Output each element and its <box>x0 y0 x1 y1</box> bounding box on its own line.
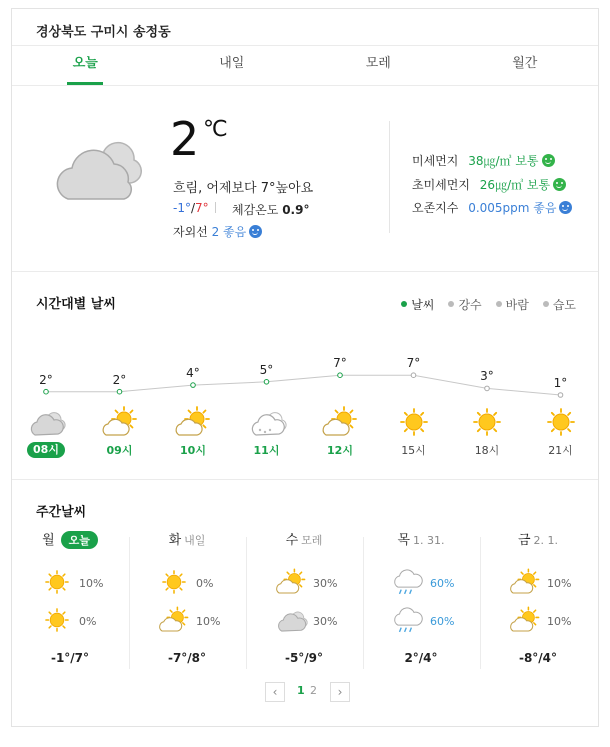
hourly-time: 08시 <box>27 442 65 458</box>
location-title: 경상북도 구미시 송정동 <box>36 25 171 40</box>
divider <box>246 537 247 669</box>
temp-point <box>411 373 416 378</box>
page-1[interactable]: 1 <box>297 684 305 697</box>
precip-chance: 10% <box>196 615 221 628</box>
weekly-day <box>256 529 352 548</box>
precip-chance: 10% <box>79 577 104 590</box>
partly-cloudy-icon <box>173 406 213 438</box>
air-label: 미세먼지 <box>412 154 459 168</box>
partly-cloudy-icon <box>274 567 308 597</box>
air-value: 26㎍/㎥ 보통 <box>479 178 551 192</box>
hourly-temp-label: 4° <box>186 366 200 381</box>
cloud-outline-icon <box>247 406 287 438</box>
day-label <box>373 529 469 548</box>
hourly-time: 09시 <box>106 444 133 457</box>
divider <box>480 537 481 669</box>
temp-point <box>338 373 343 378</box>
weekly-day <box>490 529 586 548</box>
rain-cloud-icon <box>391 567 425 597</box>
temp-unit: ℃ <box>203 117 228 142</box>
weekly-min-max: 2°/4° <box>404 651 438 665</box>
divider <box>363 537 364 669</box>
weather-summary: 흐림, 어제보다 7°높아요 <box>173 181 314 196</box>
air-value: 38㎍/㎥ 보통 <box>468 154 539 168</box>
hourly-temp-label: 2° <box>112 372 127 387</box>
precip-chance: 0% <box>196 577 214 590</box>
sun-icon <box>40 605 74 635</box>
hourly-temp-label: 7° <box>333 356 347 371</box>
date-label: 모레 <box>301 534 323 547</box>
weekly-min-max: -5°/9° <box>284 651 324 665</box>
hourly-time: 18시 <box>474 444 500 457</box>
page-2[interactable]: 2 <box>310 684 317 697</box>
weekly-min-max: -8°/4° <box>518 651 558 665</box>
hourly-temp-label: 2° <box>39 372 53 387</box>
partly-cloudy-icon <box>508 567 542 597</box>
sun-icon <box>157 567 191 597</box>
weekly-day <box>139 529 235 548</box>
feels-label: 체감온도 <box>232 203 279 217</box>
date-label: 1. 31. <box>413 534 445 547</box>
divider <box>129 537 130 669</box>
hourly-time: 10시 <box>180 444 206 457</box>
air-value: 0.005ppm 좋음 <box>468 201 557 215</box>
current-temp: 2 <box>170 112 199 166</box>
partly-cloudy-icon <box>320 406 360 438</box>
sun-icon <box>541 406 581 438</box>
weekly-day <box>22 529 118 549</box>
pager <box>12 682 598 704</box>
hourly-temp-label: 7° <box>406 356 421 371</box>
sun-icon <box>467 406 507 438</box>
weekday-name: 월 <box>42 533 55 548</box>
temp-point <box>264 380 269 385</box>
temp-point <box>485 386 490 391</box>
weekday-name: 목 <box>397 533 411 548</box>
min-temp: -1° <box>173 201 191 215</box>
precip-chance: 0% <box>79 615 97 628</box>
partly-cloudy-icon <box>508 605 542 635</box>
feels-value: 0.9° <box>282 203 310 217</box>
hourly-time: 15시 <box>401 444 426 457</box>
tab-monthly[interactable]: 월간 <box>512 56 538 71</box>
hourly-title: 시간대별 날씨 <box>36 297 116 312</box>
date-label: 내일 <box>184 534 206 547</box>
legend-weather[interactable]: 날씨 <box>401 296 434 313</box>
hourly-temp-label: 5° <box>259 362 274 377</box>
temp-point <box>44 389 49 394</box>
temp-point <box>558 393 563 398</box>
precip-chance: 60% <box>430 615 455 628</box>
partly-cloudy-icon <box>100 406 140 438</box>
hourly-time: 21시 <box>548 444 573 457</box>
precip-chance: 10% <box>547 577 572 590</box>
legend-humidity[interactable]: 습도 <box>543 296 576 313</box>
weather-card <box>11 8 599 727</box>
min-max-slash: / <box>190 201 196 215</box>
precip-chance: 30% <box>313 577 338 590</box>
temp-point <box>191 383 196 388</box>
weekly-title: 주간날씨 <box>36 505 87 520</box>
precip-chance: 60% <box>430 577 455 590</box>
hourly-temp-label: 3° <box>480 369 494 384</box>
hourly-time: 12시 <box>327 444 353 457</box>
max-temp: 7° <box>195 201 209 215</box>
weekly-min-max: -1°/7° <box>50 651 90 665</box>
uv-value: 2 좋음 <box>211 225 247 239</box>
cloud-icon <box>274 605 308 635</box>
hourly-temp-label: 1° <box>553 376 568 390</box>
rain-cloud-icon <box>391 605 425 635</box>
uv-label: 자외선 <box>173 225 208 239</box>
divider <box>12 479 598 480</box>
sun-icon <box>394 406 434 438</box>
today-badge: 오늘 <box>61 531 98 549</box>
partly-cloudy-icon <box>157 605 191 635</box>
weekday-name: 수 <box>285 533 299 548</box>
tab-tomorrow[interactable]: 내일 <box>219 56 245 71</box>
day-label <box>139 529 235 548</box>
cloud-icon <box>26 406 66 438</box>
weekly-min-max: -7°/8° <box>167 651 207 665</box>
day-label <box>22 529 118 549</box>
precip-chance: 10% <box>547 615 572 628</box>
precip-chance: 30% <box>313 615 338 628</box>
temp-point <box>117 389 122 394</box>
next-page-button[interactable]: › <box>330 682 350 702</box>
weekday-name: 금 <box>517 533 531 548</box>
day-label <box>490 529 586 548</box>
weekly-day <box>373 529 469 548</box>
day-label <box>256 529 352 548</box>
air-label: 오존지수 <box>412 201 459 215</box>
prev-page-button[interactable]: ‹ <box>265 682 285 702</box>
hourly-time: 11시 <box>253 444 280 457</box>
legend-wind[interactable]: 바람 <box>496 296 529 313</box>
date-label: 2. 1. <box>533 534 559 547</box>
tab-day-after[interactable]: 모레 <box>365 56 391 71</box>
legend-precip[interactable]: 강수 <box>448 296 481 313</box>
weekday-name: 화 <box>168 533 182 548</box>
tab-today[interactable]: 오늘 <box>12 49 159 91</box>
sun-icon <box>40 567 74 597</box>
air-label: 초미세먼지 <box>412 178 470 192</box>
